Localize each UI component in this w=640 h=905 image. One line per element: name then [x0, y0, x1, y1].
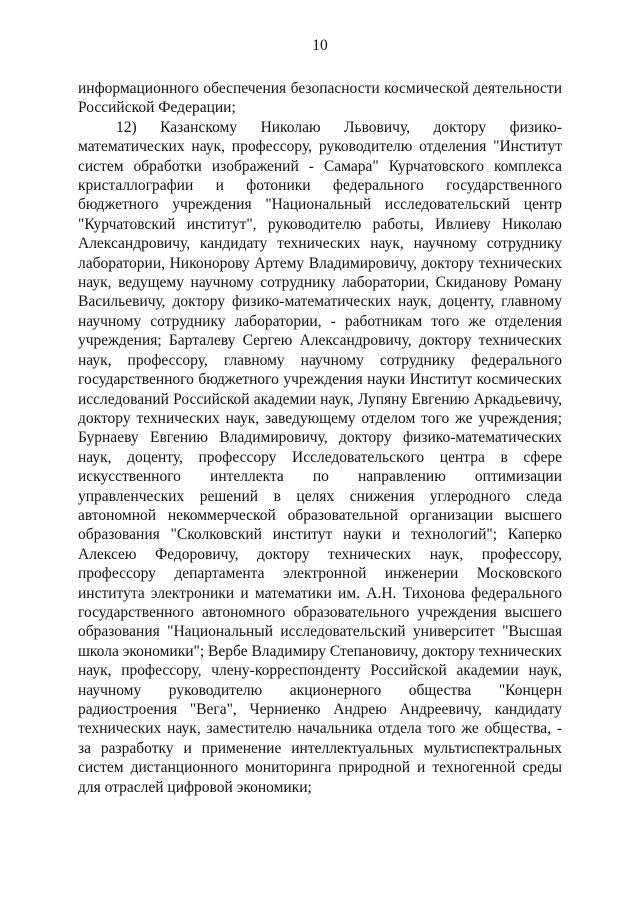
document-body [78, 79, 562, 797]
paragraph-continuation: информационного обеспечения безопасности космической деятельности Российской Федерации; [78, 80, 562, 117]
page-number: 10 [312, 37, 328, 54]
paragraph-item-12: 12) Казанскому Николаю Львовичу, доктору физико-математических наук, профессору, руководителю отделения "Институт систем обработки изображений - Самара" Курчатовского комплекса кристаллографии и фотоники федерального государственного бюджетного учреждения "Национальный исследовательский центр "Курчатовский институт", руководителю работы, Ивлиеву Николаю Александровичу, кандидату технических наук, научному сотруднику лаборатории, Никонорову Артему Владимировичу, доктору технических наук, ведущему научному сотруднику лаборатории, Скиданову Роману Васильевичу, доктору физико-математических наук, доценту, главному научному сотруднику лаборатории, - работникам того же отделения учреждения; Барталеву Сергею Александровичу, доктору технических наук, профессору, главному научному сотруднику федерального государственного бюджетного учреждения науки Институт космических исследований Российской академии наук, Лупяну Евгению Аркадьевичу, доктору технических наук, заведующему отделом того же учреждения; Бурнаеву Евгению Владимировичу, доктору физико-математических наук, доценту, профессору Исследовательского центра в сфере искусственного интеллекта по направлению оптимизации управленческих решений в целях снижения углеродного следа автономной некоммерческой образовательной организации высшего образования "Сколковский институт науки и технологий"; Каперко Алексею Федоровичу, доктору технических наук, профессору, профессору департамента электронной инженерии Московского института электроники и математики им. А.Н. Тихонова федерального государственного автономного образовательного учреждения высшего образования "Национальный исследовательский университет "Высшая школа экономики"; Вербе Владимиру Степановичу, доктору технических наук, профессору, члену-корреспонденту Российской академии наук, научному руководителю акционерного общества "Концерн радиостроения "Вега", Черниенко Андрею Андреевичу, кандидату технических наук, заместителю начальника отдела того же общества, - за разработку и применение интеллектуальных мультиспектральных систем дистанционного мониторинга природной и техногенной среды для отраслей цифровой экономики; [78, 118, 562, 796]
